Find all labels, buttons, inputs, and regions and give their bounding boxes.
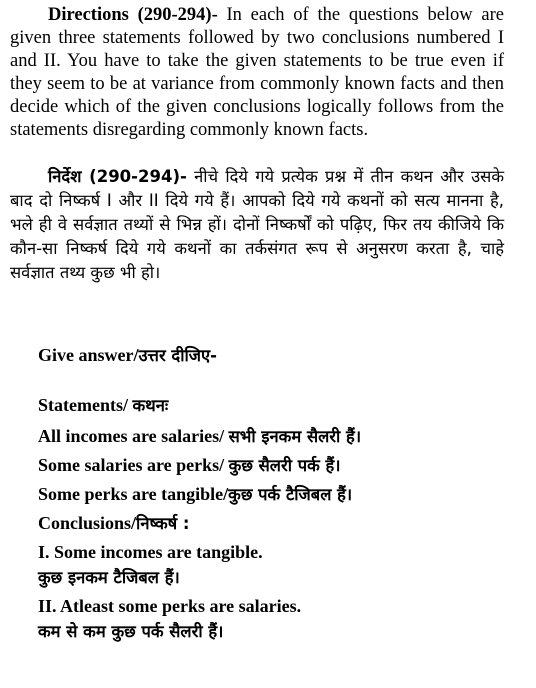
conclusion-1-en	[38, 540, 263, 564]
statement-3-hi: कुछ पर्क टैजिबल हैं।	[228, 485, 353, 504]
directions-heading-hi: निर्देश (290-294)-	[48, 167, 187, 186]
give-answer-hi: उत्तर दीजिए-	[138, 346, 217, 365]
directions-english	[10, 4, 504, 142]
conclusion-1-en-text: I. Some incomes are tangible.	[38, 542, 263, 562]
statement-2-en: Some salaries are perks/	[38, 455, 225, 475]
statements-label-en: Statements/	[38, 395, 128, 415]
statements-label	[38, 393, 168, 418]
conclusion-1-hi	[38, 565, 180, 590]
conclusion-2-en	[38, 594, 301, 618]
conclusions-label	[38, 511, 190, 536]
conclusions-label-hi: निष्कर्ष :	[136, 514, 190, 533]
directions-text-en: In each of the questions below are given three statements followed by two conclusions numbered I and II. You have to take the given statements to be true even if they seem to be at variance from commonly known facts and then decide which of the given conclusions logically follows from the statements disregarding commonly known facts.	[10, 5, 505, 140]
statements-label-hi: कथनः	[132, 396, 169, 415]
give-answer-en: Give answer/	[38, 345, 139, 365]
give-answer-line	[38, 343, 217, 368]
statement-3	[38, 482, 352, 507]
conclusion-1-hi-text: कुछ इनकम टैजिबल हैं।	[38, 568, 180, 587]
statement-2	[38, 453, 341, 478]
directions-hindi	[10, 165, 504, 285]
conclusions-label-en: Conclusions/	[38, 513, 137, 533]
statement-3-en: Some perks are tangible/	[38, 484, 229, 504]
conclusion-2-hi	[38, 619, 223, 644]
statement-1	[38, 424, 361, 449]
conclusion-2-hi-text: कम से कम कुछ पर्क सैलरी हैं।	[38, 622, 224, 641]
statement-2-hi: कुछ सैलरी पर्क हैं।	[228, 456, 341, 475]
statement-1-hi: सभी इनकम सैलरी हैं।	[228, 427, 362, 446]
conclusion-2-en-text: II. Atleast some perks are salaries.	[38, 596, 302, 616]
statement-1-en: All incomes are salaries/	[38, 426, 225, 446]
directions-text-hi: नीचे दिये गये प्रत्येक प्रश्न में तीन कथन और उसके बाद दो निष्कर्ष I और II दिये गये हैं। आपको दिये गये कथनों को सत्य मानना है, भले ही वे सर्वज्ञात तथ्यों से भिन्न हों। दोनों निष्कर्षों को पढ़िए, फिर तय कीजिये कि कौन-सा निष्कर्ष दिये गये कथनों का तर्कसंगत रूप से अनुसरण करता है, चाहे सर्वज्ञात तथ्य कुछ भी हो।	[10, 167, 505, 282]
directions-heading-en: Directions (290-294)-	[48, 5, 218, 25]
